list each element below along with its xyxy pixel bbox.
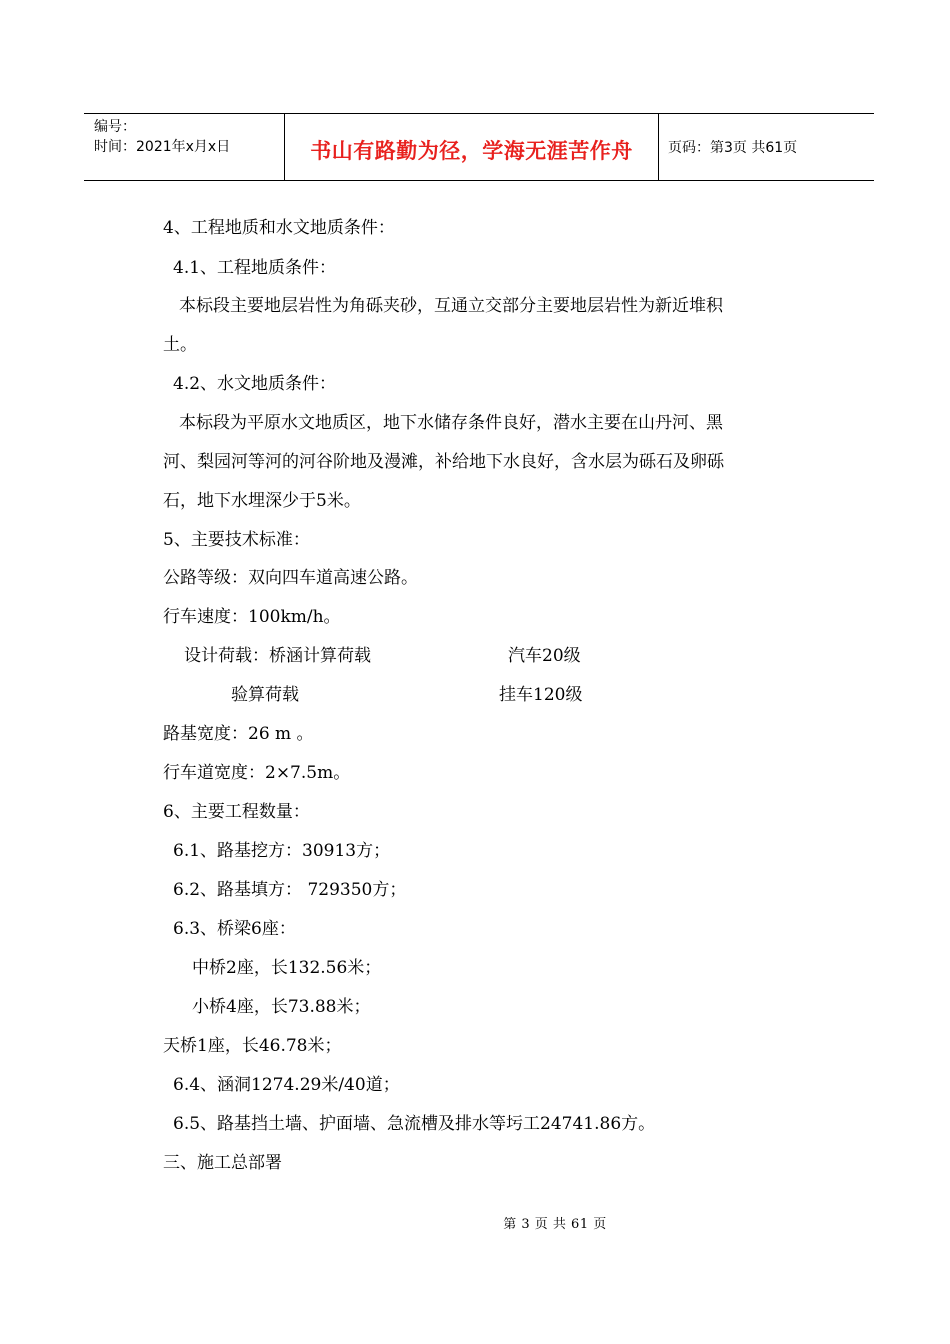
- paragraph-line: 河、梨园河等河的河谷阶地及漫滩，补给地下水良好，含水层为砾石及卵砾: [163, 452, 724, 472]
- section-heading: 5、主要技术标准：: [163, 530, 310, 550]
- spec-line: 行车速度：100km/h。: [163, 607, 341, 627]
- page-footer: 第 3 页 共 61 页: [503, 1217, 607, 1232]
- spec-value: 汽车20级: [508, 646, 581, 666]
- header-page-info: 页码：第3页 共61页: [668, 140, 798, 156]
- subsection-heading: 4.2、水文地质条件：: [173, 374, 337, 394]
- document-date: 时间：2021年x月x日: [94, 139, 231, 155]
- chapter-heading: 三、施工总部署: [163, 1153, 282, 1173]
- section-heading: 4、工程地质和水文地质条件：: [163, 218, 395, 238]
- section-heading: 6、主要工程数量：: [163, 802, 310, 822]
- paragraph-line: 本标段主要地层岩性为角砾夹砂，互通立交部分主要地层岩性为新近堆积: [179, 296, 723, 316]
- header-motto-cell: [285, 114, 659, 180]
- quantity-line: 6.5、路基挡土墙、护面墙、急流槽及排水等圬工24741.86方。: [173, 1114, 656, 1134]
- quantity-line: 天桥1座，长46.78米；: [163, 1036, 342, 1056]
- spec-line: 路基宽度：26 m 。: [163, 724, 314, 744]
- paragraph-line: 本标段为平原水文地质区，地下水储存条件良好，潜水主要在山丹河、黑: [179, 413, 723, 433]
- spec-line: 设计荷载：桥涵计算荷载: [184, 646, 371, 666]
- spec-line: 验算荷载: [231, 685, 299, 705]
- spec-line: 公路等级：双向四车道高速公路。: [163, 568, 418, 588]
- header-motto: 书山有路勤为径，学海无涯苦作舟: [310, 139, 633, 163]
- quantity-line: 6.4、涵洞1274.29米/40道；: [173, 1075, 400, 1095]
- quantity-line: 小桥4座，长73.88米；: [192, 997, 371, 1017]
- spec-line: 行车道宽度：2×7.5m。: [163, 763, 351, 783]
- quantity-line: 6.2、路基填方： 729350方；: [173, 880, 407, 900]
- header-meta: [84, 114, 285, 180]
- paragraph-line: 石，地下水埋深少于5米。: [163, 491, 361, 511]
- quantity-line: 6.1、路基挖方：30913方；: [173, 841, 391, 861]
- quantity-line: 中桥2座，长132.56米；: [192, 958, 382, 978]
- document-number: 编号：: [94, 119, 136, 135]
- header-table: [84, 113, 874, 181]
- spec-value: 挂车120级: [499, 685, 583, 705]
- quantity-line: 6.3、桥梁6座：: [173, 919, 296, 939]
- paragraph-line: 土。: [163, 335, 197, 355]
- subsection-heading: 4.1、工程地质条件：: [173, 258, 337, 278]
